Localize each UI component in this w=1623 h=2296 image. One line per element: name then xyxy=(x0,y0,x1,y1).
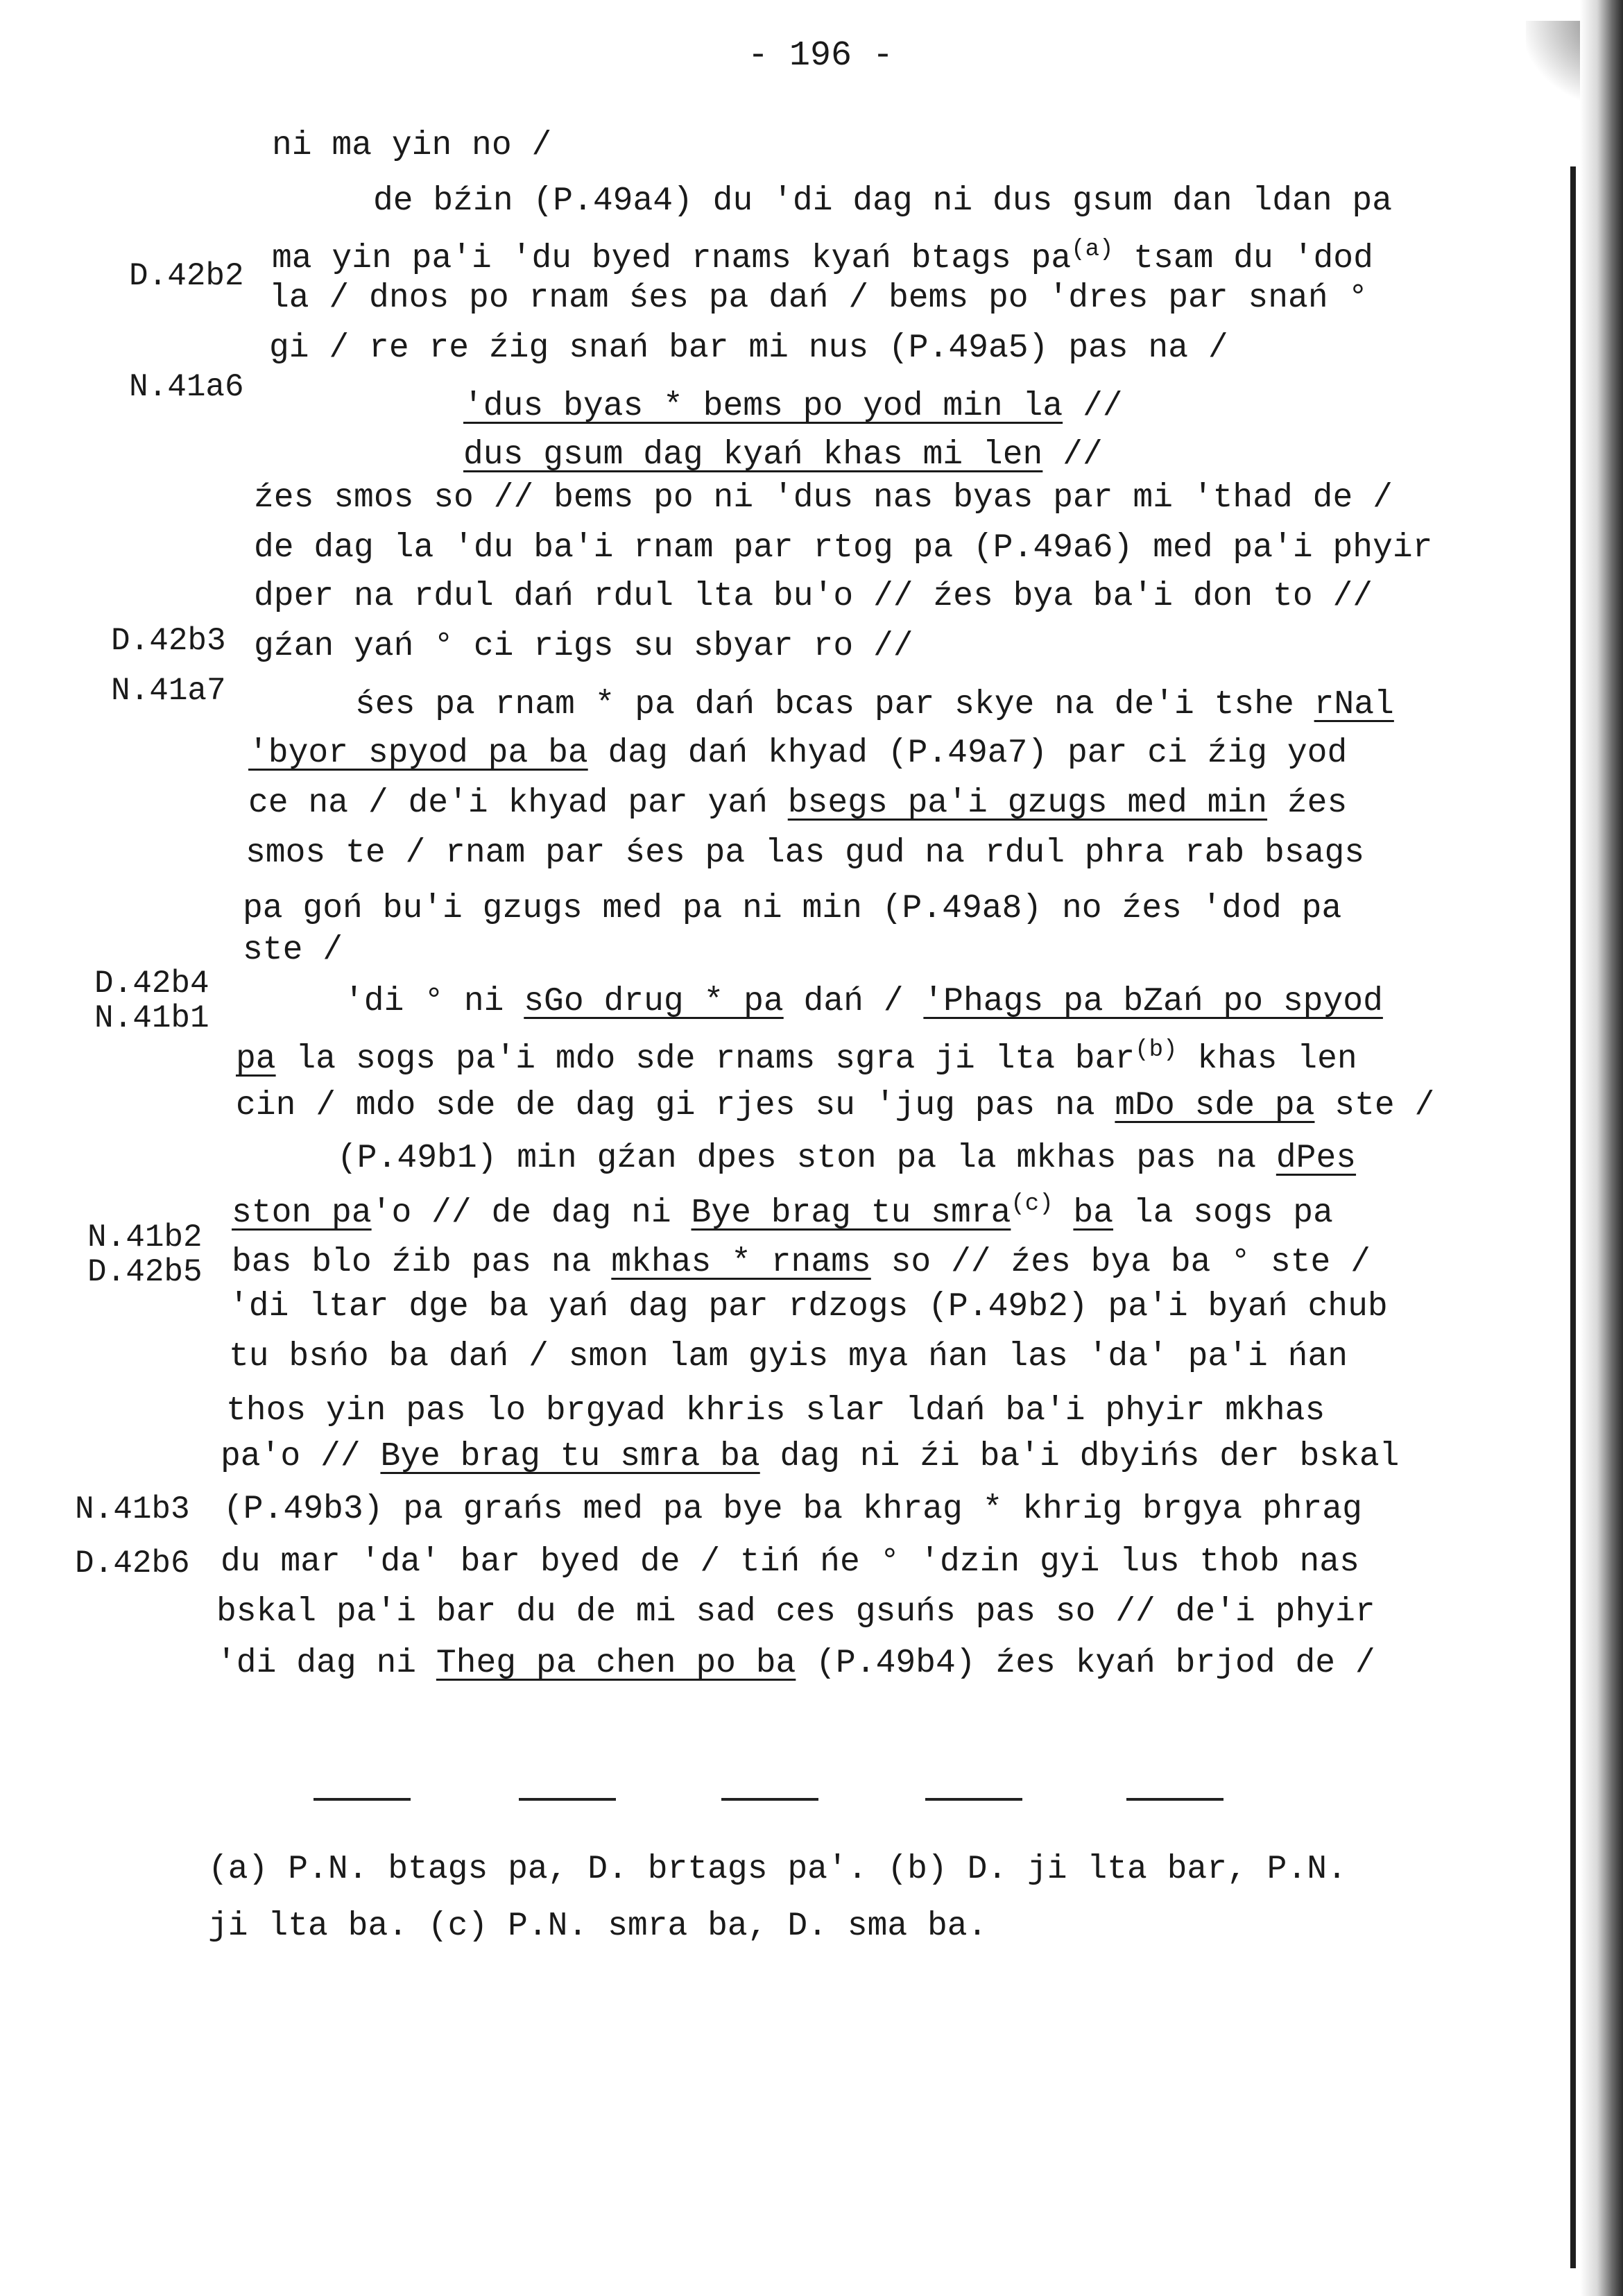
text-line: cin / mdo sde de dag gi rjes su 'jug pas na mDo sde pa ste / xyxy=(236,1087,1435,1124)
separator-dash xyxy=(925,1798,1022,1801)
footnote-line: ji lta ba. (c) P.N. smra ba, D. sma ba. xyxy=(208,1908,988,1945)
text-line: pa'o // Bye brag tu smra ba dag ni źi ba'i dbyińs der bskal xyxy=(221,1438,1400,1475)
text-line: la / dnos po rnam śes pa dań / bems po 'dres par snań ° xyxy=(269,280,1368,317)
text-line: (P.49b3) pa grańs med pa bye ba khrag * khrig brgya phrag xyxy=(223,1491,1362,1528)
text-line: pa la sogs pa'i mdo sde rnams sgra ji lta bar$^{(b)}$ khas len xyxy=(236,1037,1357,1078)
text-line: smos te / rnam par śes pa las gud na rdul phra rab bsags xyxy=(246,834,1365,872)
text-line: 'di ° ni sGo drug * pa dań / 'Phags pa bZań po spyod xyxy=(344,983,1383,1020)
underlined-term: sGo drug * pa xyxy=(524,983,784,1020)
separator-dash xyxy=(721,1798,818,1801)
text-line: bas blo źib pas na mkhas * rnams so // źes bya ba ° ste / xyxy=(232,1244,1371,1281)
underlined-term: ba xyxy=(1073,1194,1114,1232)
text-line: ni ma yin no / xyxy=(272,127,552,164)
margin-ref: N.41b2 xyxy=(87,1219,203,1256)
text-line: bskal pa'i bar du de mi sad ces gsuńs pas so // de'i phyir xyxy=(216,1593,1375,1631)
text-line: 'dus byas * bems po yod min la // xyxy=(463,388,1123,425)
separator-dash xyxy=(314,1798,411,1801)
text-line: thos yin pas lo brgyad khris slar ldań ba'i phyir mkhas xyxy=(226,1392,1325,1430)
text-line: źes smos so // bems po ni 'dus nas byas par mi 'thad de / xyxy=(254,479,1393,517)
underlined-term: pa xyxy=(236,1040,276,1078)
margin-ref: N.41a7 xyxy=(111,673,226,709)
text-line: (P.49b1) min gźan dpes ston pa la mkhas pas na dPes xyxy=(337,1140,1357,1177)
margin-ref: D.42b3 xyxy=(111,623,226,659)
underlined-term: Bye brag tu smra xyxy=(691,1194,1011,1232)
margin-ref: N.41b3 xyxy=(75,1491,190,1527)
margin-ref: D.42b4 xyxy=(94,966,209,1002)
footnote-marker: (c) xyxy=(1011,1191,1054,1217)
text-line: ston pa'o // de dag ni Bye brag tu smra$^{(c)}$ ba la sogs pa xyxy=(232,1191,1333,1232)
margin-ref: D.42b6 xyxy=(75,1545,190,1582)
text-line: du mar 'da' bar byed de / tiń ńe ° 'dzin gyi lus thob nas xyxy=(221,1543,1359,1581)
underlined-term: dPes xyxy=(1276,1140,1357,1177)
text-line: 'di dag ni Theg pa chen po ba (P.49b4) źes kyań brjod de / xyxy=(216,1645,1375,1682)
margin-ref: D.42b2 xyxy=(129,258,244,294)
footnote-marker: (a) xyxy=(1071,237,1114,263)
separator-dash xyxy=(1126,1798,1223,1801)
footnote-line: (a) P.N. btags pa, D. brtags pa'. (b) D. ji lta bar, P.N. xyxy=(208,1851,1347,1888)
underlined-term: bsegs pa'i gzugs med min xyxy=(787,785,1268,822)
separator-dash xyxy=(519,1798,616,1801)
text-line: ste / xyxy=(243,932,343,969)
text-line: 'byor spyod pa ba dag dań khyad (P.49a7) par ci źig yod xyxy=(248,735,1348,772)
text-line: gi / re re źig snań bar mi nus (P.49a5) pas na / xyxy=(269,329,1228,367)
text-line: śes pa rnam * pa dań bcas par skye na de'i tshe rNal xyxy=(355,686,1394,723)
underlined-term: dus gsum dag kyań khas mi len xyxy=(463,436,1043,474)
margin-ref: D.42b5 xyxy=(87,1254,203,1290)
text-line: ma yin pa'i 'du byed rnams kyań btags $pa^{(a)}$ tsam du 'dod xyxy=(272,237,1373,277)
underlined-term: rNal xyxy=(1314,686,1394,723)
text-line: dper na rdul dań rdul lta bu'o // źes bya ba'i don to // xyxy=(254,578,1373,615)
text-line: ce na / de'i khyad par yań bsegs pa'i gzugs med min źes xyxy=(248,785,1348,822)
underlined-term: mDo sde pa xyxy=(1115,1087,1315,1124)
text-line: dus gsum dag kyań khas mi len // xyxy=(463,436,1103,474)
underlined-term: 'Phags pa bZań po spyod xyxy=(923,983,1383,1020)
text-line: de bźin (P.49a4) du 'di dag ni dus gsum dan ldan pa xyxy=(373,182,1393,220)
underlined-term: Bye brag tu smra ba xyxy=(380,1438,760,1475)
margin-ref: N.41a6 xyxy=(129,369,244,405)
underlined-term: Theg pa chen po ba xyxy=(436,1645,796,1682)
underlined-term: 'byor spyod pa ba xyxy=(248,735,588,772)
footnote-marker: (b) xyxy=(1135,1037,1178,1063)
underlined-term: ston pa xyxy=(232,1194,372,1232)
underlined-term: 'dus byas * bems po yod min la xyxy=(463,388,1063,425)
text-line: pa goń bu'i gzugs med pa ni min (P.49a8) no źes 'dod pa xyxy=(243,890,1342,927)
page-number: - 196 - xyxy=(748,36,894,76)
underlined-term: mkhas * rnams xyxy=(611,1244,871,1281)
text-line: gźan yań ° ci rigs su sbyar ro // xyxy=(254,628,913,665)
text-line: 'di ltar dge ba yań dag par rdzogs (P.49b2) pa'i byań chub xyxy=(229,1288,1388,1326)
text-line: de dag la 'du ba'i rnam par rtog pa (P.49a6) med pa'i phyir xyxy=(254,529,1433,567)
text-line: tu bsńo ba dań / smon lam gyis mya ńan las 'da' pa'i ńan xyxy=(229,1338,1348,1376)
margin-ref: N.41b1 xyxy=(94,1000,209,1036)
